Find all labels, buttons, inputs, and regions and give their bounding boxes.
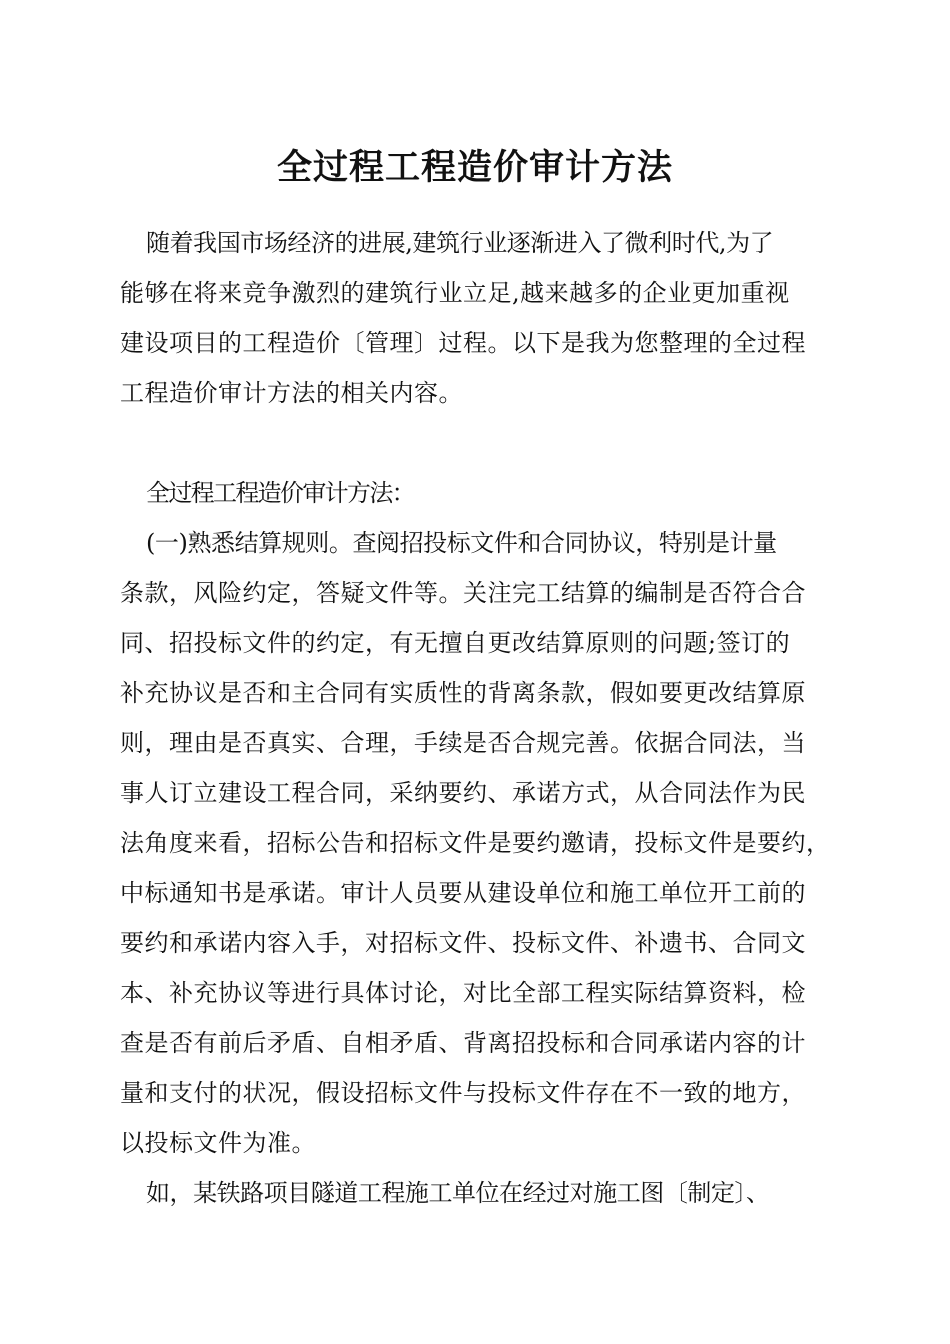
section-heading: 全过程工程造价审计方法： bbox=[146, 479, 414, 507]
paragraph-line: 本、补充协议等进行具体讨论，对比全部工程实际结算资料，检 bbox=[120, 979, 806, 1007]
paragraph-line: 条款，风险约定，答疑文件等。关注完工结算的编制是否符合合 bbox=[120, 579, 806, 607]
paragraph-line: 量和支付的状况，假设招标文件与投标文件存在不一致的地方， bbox=[120, 1079, 806, 1107]
intro-line: 工程造价审计方法的相关内容。 bbox=[120, 379, 463, 407]
paragraph-line: 补充协议是否和主合同有实质性的背离条款，假如要更改结算原 bbox=[120, 679, 806, 707]
document-title: 全过程工程造价审计方法 bbox=[276, 147, 673, 188]
intro-line: 随着我国市场经济的进展,建筑行业逐渐进入了微利时代,为了 bbox=[146, 229, 774, 257]
paragraph-line: 则，理由是否真实、合理，手续是否合规完善。依据合同法，当 bbox=[120, 729, 806, 757]
paragraph-line: 法角度来看，招标公告和招标文件是要约邀请，投标文件是要约， bbox=[120, 829, 831, 857]
paragraph-line: 查是否有前后矛盾、自相矛盾、背离招投标和合同承诺内容的计 bbox=[120, 1029, 806, 1057]
intro-line: 能够在将来竞争激烈的建筑行业立足,越来越多的企业更加重视 bbox=[120, 279, 790, 307]
intro-line: 建设项目的工程造价〔管理〕过程。以下是我为您整理的全过程 bbox=[120, 329, 806, 357]
paragraph-line: 中标通知书是承诺。审计人员要从建设单位和施工单位开工前的 bbox=[120, 879, 806, 907]
paragraph-line: 事人订立建设工程合同，采纳要约、承诺方式，从合同法作为民 bbox=[120, 779, 806, 807]
paragraph-line: 以投标文件为准。 bbox=[120, 1129, 316, 1157]
paragraph-line: (一)熟悉结算规则。查阅招投标文件和合同协议，特别是计量 bbox=[146, 529, 777, 557]
paragraph-line: 如，某铁路项目隧道工程施工单位在经过对施工图〔制定〕、 bbox=[146, 1179, 770, 1207]
paragraph-line: 同、招投标文件的约定，有无擅自更改结算原则的问题;签订的 bbox=[120, 629, 791, 657]
paragraph-line: 要约和承诺内容入手，对招标文件、投标文件、补遗书、合同文 bbox=[120, 929, 806, 957]
